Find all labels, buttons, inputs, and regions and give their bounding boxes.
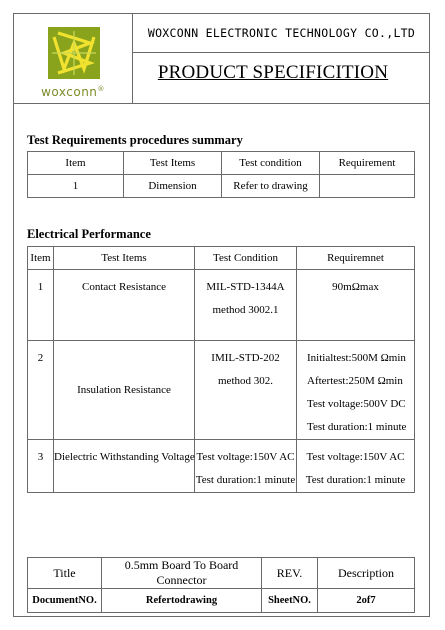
column-header: Requiremnet — [297, 247, 415, 270]
table-row — [28, 440, 415, 493]
cell-requirement — [320, 175, 415, 198]
table-row — [28, 175, 415, 198]
column-header: Test Condition — [195, 247, 297, 270]
cell-item: 1 — [28, 270, 54, 341]
cell-condition: Test voltage:150V AC Test duration:1 minute — [195, 440, 297, 493]
column-header: Item — [28, 152, 124, 175]
sheet-number-label: SheetNO. — [262, 589, 318, 613]
electrical-performance-table — [27, 246, 415, 493]
title-label: Title — [28, 558, 102, 589]
logo-wordmark: woxconn® — [41, 85, 105, 99]
logo-box — [13, 13, 133, 103]
sheet-number-value: 2of7 — [318, 589, 415, 613]
table-row — [28, 270, 415, 341]
cell-item: 3 — [28, 440, 54, 493]
title-block-table — [27, 557, 415, 613]
cell-requirement: Initialtest:500M Ωmin Aftertest:250M Ωmin Test voltage:500V DC Test duration:1 minute — [297, 341, 415, 440]
document-number-row — [28, 589, 415, 613]
rev-label: REV. — [262, 558, 318, 589]
company-name: WOXCONN ELECTRONIC TECHNOLOGY CO.,LTD — [133, 13, 430, 53]
cell-test-item: Insulation Resistance — [54, 341, 195, 440]
section-title-electrical-performance: Electrical Performance — [27, 227, 151, 241]
column-header: Test condition — [222, 152, 320, 175]
table-header-row — [28, 247, 415, 270]
cell-item: 1 — [28, 175, 124, 198]
column-header: Test Items — [54, 247, 195, 270]
cell-test-item: Dimension — [124, 175, 222, 198]
cell-condition: Refer to drawing — [222, 175, 320, 198]
title-value: 0.5mm Board To Board Connector — [102, 558, 262, 589]
document-title: PRODUCT SPECIFICITION — [157, 62, 389, 83]
cell-requirement: Test voltage:150V AC Test duration:1 minute — [297, 440, 415, 493]
header-divider — [13, 103, 430, 104]
column-header: Requirement — [320, 152, 415, 175]
title-row — [28, 558, 415, 589]
cell-test-item: Contact Resistance — [54, 270, 195, 341]
table-header-row — [28, 152, 415, 175]
cell-condition: MIL-STD-1344A method 3002.1 — [195, 270, 297, 341]
cell-test-item: Dielectric Withstanding Voltage — [54, 440, 195, 493]
column-header: Item — [28, 247, 54, 270]
column-header: Test Items — [124, 152, 222, 175]
document-header — [13, 13, 430, 103]
test-requirements-table — [27, 151, 415, 198]
section-title-test-requirements: Test Requirements procedures summary — [27, 133, 243, 147]
cell-condition: IMIL-STD-202 method 302. — [195, 341, 297, 440]
table-row — [28, 341, 415, 440]
rev-value: Description — [318, 558, 415, 589]
document-number-label: DocumentNO. — [28, 589, 102, 613]
woxconn-logo-icon — [48, 27, 100, 79]
cell-requirement: 90mΩmax — [297, 270, 415, 341]
cell-item: 2 — [28, 341, 54, 440]
document-number-value: Refertodrawing — [102, 589, 262, 613]
